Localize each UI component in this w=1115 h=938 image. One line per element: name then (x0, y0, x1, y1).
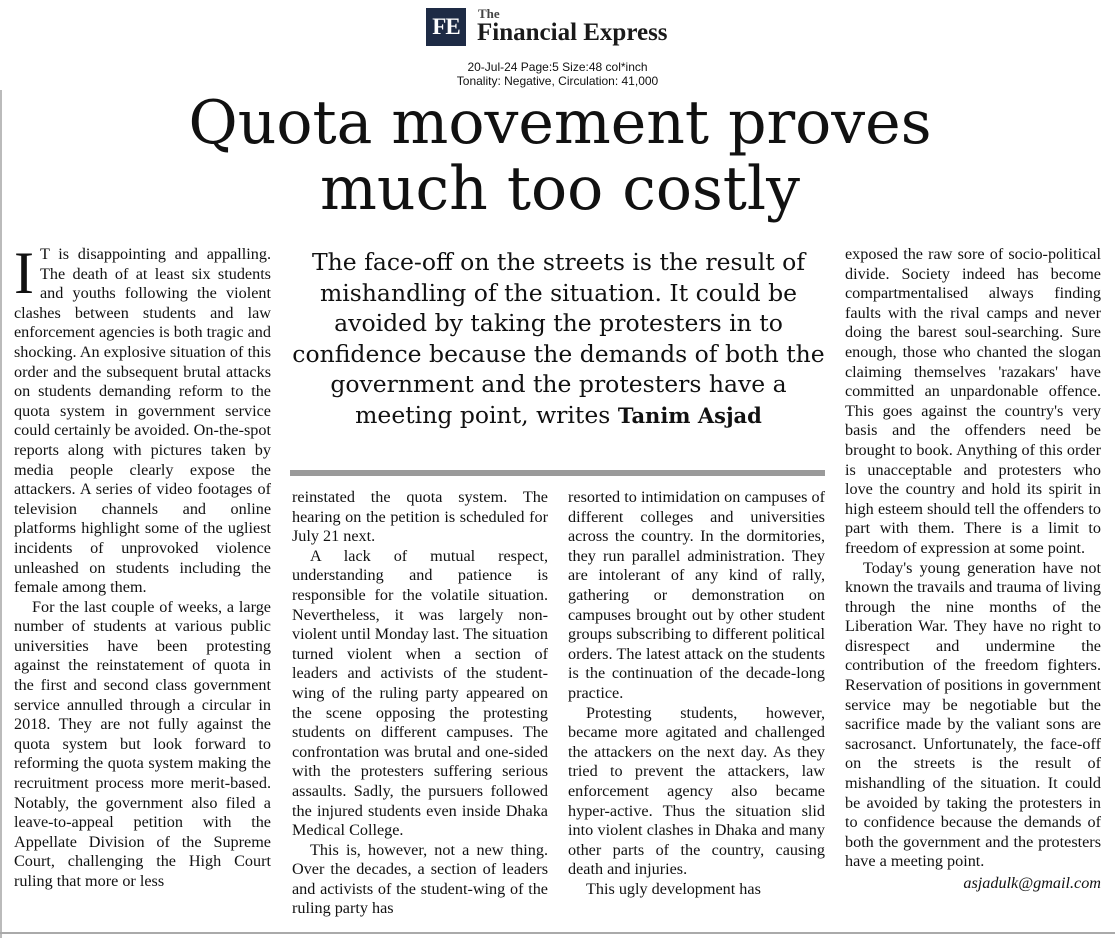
paragraph: Today's young generation have not known the travails and trauma of living through the nine months of the Liberation War. They have no right to disrespect and undermine the contribution of the freedom fighters. Reservation of positions in government service may be negotiable but the sacrifice made by the valiant sons are sacrosanct. Unfortunately, the face-off on the streets is the result of mishandling of the situation. It could be avoided by taking the protesters in to confidence because the demands of both the government and the protesters have a meeting point. (845, 558, 1101, 871)
clipping-meta-date-page: 20-Jul-24 Page:5 Size:48 col*inch (467, 60, 648, 74)
drop-cap: I (14, 240, 34, 306)
left-border-rule (0, 90, 2, 938)
publication-name: Financial Express (477, 19, 668, 46)
paragraph-text: T is disappointing and appalling. The death of at least six students and youths following the violent clashes between students and law enforcement agencies is both tragic and shocking. An explosive situation of this order and the subsequent brutal attacks on students demanding reform to the quota system in government service could certainly be avoided. On-the-spot reports along with pictures taken by media people clearly expose the attackers. A series of video footages of television channels and online platforms highlight some of the ugliest incidents of unprovoked violence unleashed on students including the female among them. (14, 245, 271, 597)
headline-line-2: much too costly (320, 154, 800, 224)
paragraph: reinstated the quota system. The hearing on the petition is scheduled for July 21 next. (292, 488, 548, 546)
pull-quote-divider (290, 470, 825, 476)
clipping-meta-tonality: Tonality: Negative, Circulation: 41,000 (456, 74, 659, 88)
paragraph: For the last couple of weeks, a large number of students at various public universities have been protesting against the reinstatement of quota in the first and second class government service annulled through a circular in 2018. They are not fully against the quota system but look forward to reforming the quota system making the recruitment process more merit-based. Notably, the government also filed a leave-to-appeal petition with the Appellate Division of the Supreme Court, challenging the High Court ruling that more or less (14, 597, 271, 890)
author-byline: Tanim Asjad (617, 402, 762, 428)
paragraph: resorted to intimidation on campuses of different colleges and universities across the country. In the dormitories, they run parallel administration. They are intolerant of any kind of rally, gathering or demonstration on campuses brought out by other student groups subscribing to different political orders. The latest attack on the students is the continuation of the decade-long practice. (568, 488, 825, 702)
pull-quote-text: The face-off on the streets is the result of mishandling of the situation. It could be avoided by taking the protesters in to confidence because the demands of both the government and the protesters have a meeting point, writes (292, 248, 825, 429)
author-email: asjadulk@gmail.com (963, 874, 1101, 892)
paragraph: This is, however, not a new thing. Over the decades, a section of leaders and activists of the student-wing of the ruling party has (292, 840, 548, 918)
paragraph: exposed the raw sore of socio-political divide. Society indeed has become compartmentalised always finding faults with the rival camps and never doing the barest soul-searching. Sure enough, those who chanted the slogan claiming themselves 'razakars' have committed an unpardonable offence. This goes against the country's very basis and the offenders need be brought to book. Anything of this order is unacceptable and protesters who love the country and hold its spirit in high esteem should tell the offenders to part with them. There is a limit to freedom of expression at some point. (845, 245, 1101, 557)
article-column-3 (568, 488, 825, 899)
fe-logo-mark: FE (426, 8, 466, 46)
article-column-2 (292, 488, 548, 919)
headline-line-1: Quota movement proves (188, 88, 932, 158)
logo-the: The (478, 6, 500, 21)
paragraph: A lack of mutual respect, understanding and patience is responsible for the volatile situation. Nevertheless, it was largely non-violent until Monday last. The situation turned violent when a section of leaders and activists of the student-wing of the ruling party appeared on the scene opposing the protesting students on different campuses. The confrontation was brutal and one-sided with the protesters suffering serious assaults. Sadly, the pursuers followed the injured students even inside Dhaka Medical College. (292, 546, 548, 840)
article-column-1 (14, 240, 271, 892)
masthead (0, 4, 1115, 94)
paragraph: Protesting students, however, became more agitated and challenged the attackers on the next day. As they tried to prevent the attackers, law enforcement agency also became hyper-active. Thus the situation slid into violent clashes in Dhaka and many other parts of the country, causing death and injuries. (568, 703, 825, 879)
pull-quote (292, 247, 825, 432)
paragraph: This ugly development has (586, 879, 761, 898)
headline (120, 90, 1000, 222)
bottom-border-rule (0, 932, 1115, 934)
paragraph (14, 240, 271, 598)
article-column-4 (845, 245, 1101, 894)
